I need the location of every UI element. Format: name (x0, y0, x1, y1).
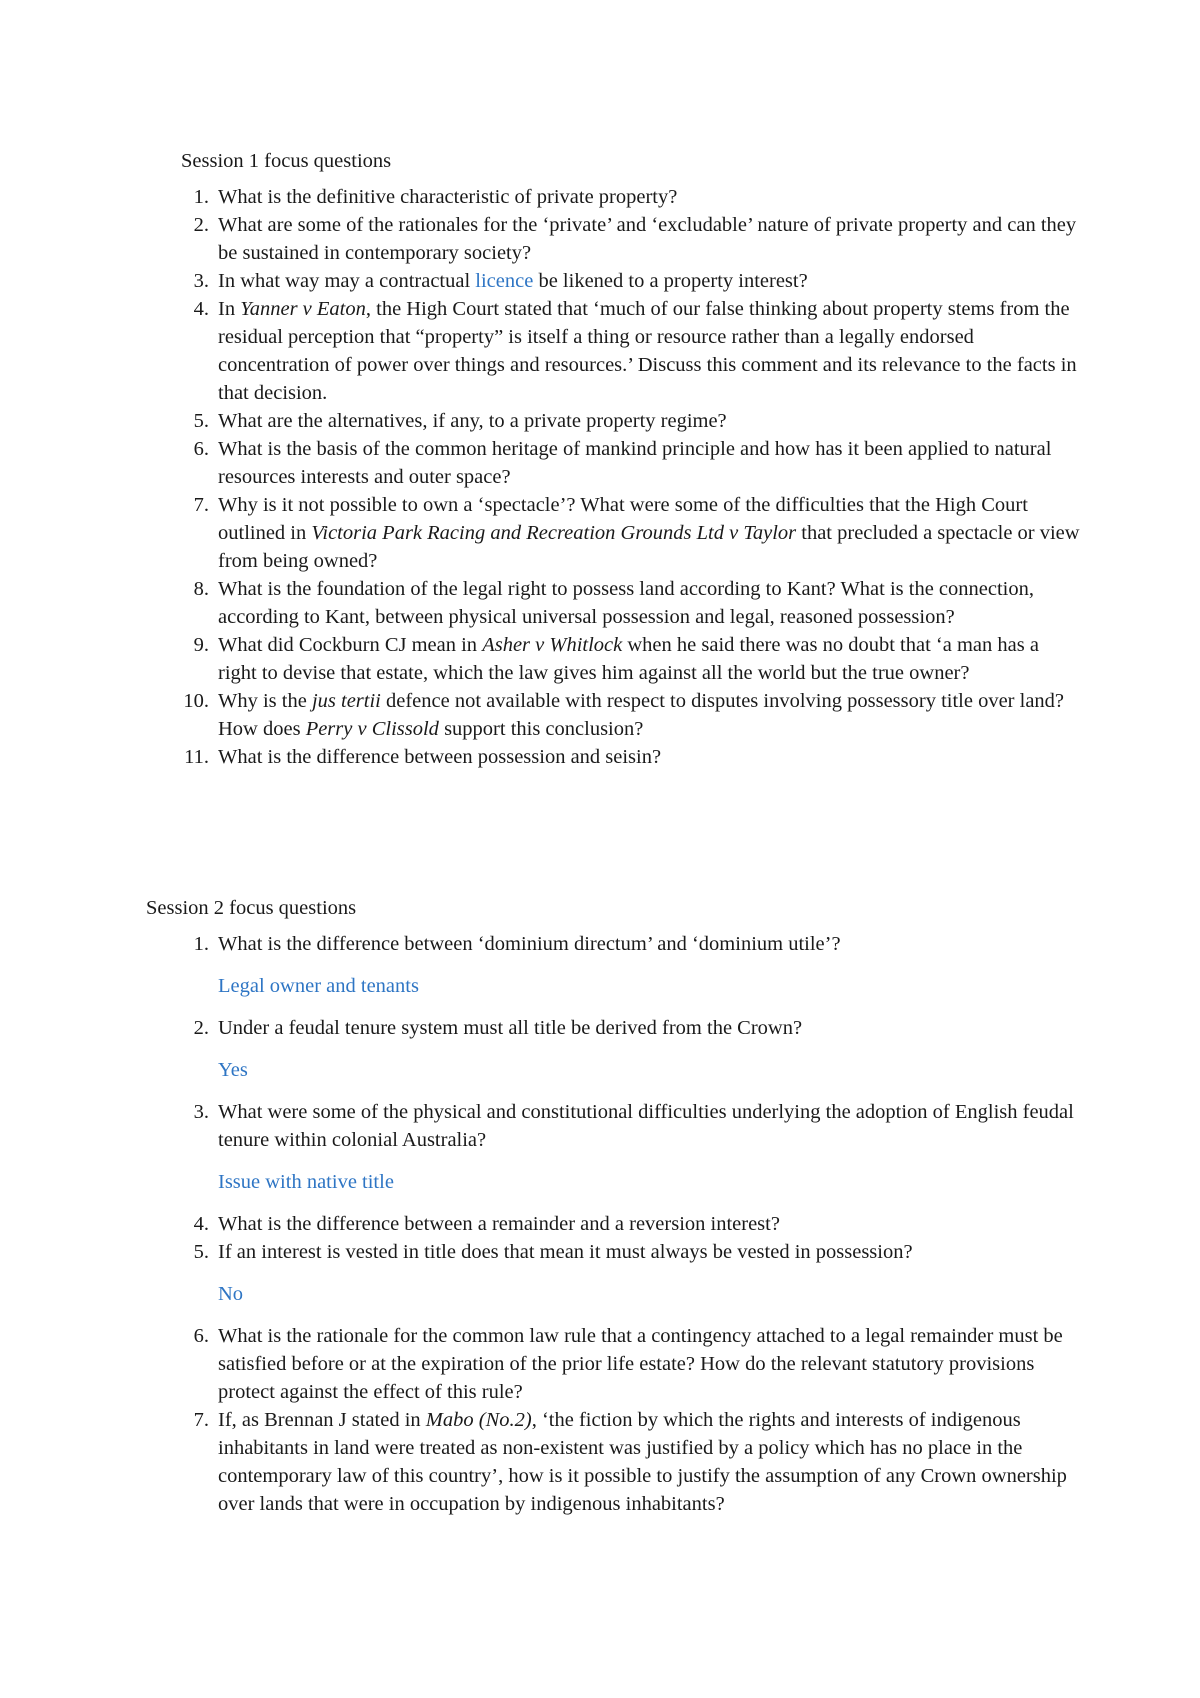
question-item (146, 1014, 1081, 1084)
session-2-question-list (146, 930, 1081, 1518)
session-1 (181, 147, 1081, 771)
question-text: What is the difference between possession and seisin? (218, 746, 662, 768)
question-text-part: , ‘the fiction by which the rights and interests of indigenous inhabitants in land were treated as non-existent was justified by a policy which has no place in the contemporary law of this country’, how is it possible to justify the assumption of any Crown ownership over lands that were in occupation by indigenous inhabitants? (218, 1409, 1067, 1515)
session-1-heading: Session 1 focus questions (181, 150, 392, 172)
answer-text: Legal owner and tenants (218, 975, 419, 997)
question-item (181, 267, 1081, 295)
question-text (218, 295, 1081, 407)
question-item (146, 1406, 1081, 1518)
question-text (218, 267, 1081, 295)
question-text-part: What did Cockburn CJ mean in (218, 634, 483, 656)
question-text-part: In what way may a contractual (218, 270, 476, 292)
question-item (181, 743, 1081, 771)
question-item (181, 211, 1081, 267)
question-number: 5. (193, 410, 209, 432)
question-number: 1. (193, 933, 209, 955)
question-text-part: when he said there was no doubt that ‘a man has a right to devise that estate, which the law gives him against all the world but the true owner? (218, 634, 1039, 684)
question-item (181, 491, 1081, 575)
session-1-question-list (181, 183, 1081, 771)
question-number: 3. (193, 1101, 209, 1123)
question-item (181, 687, 1081, 743)
question-text-part: that precluded a spectacle or view from being owned? (218, 522, 1080, 572)
question-number: 4. (193, 298, 209, 320)
question-text: What is the difference between ‘dominium directum’ and ‘dominium utile’? (218, 933, 841, 955)
question-number: 2. (193, 214, 209, 236)
question-item (181, 575, 1081, 631)
question-text-part: Why is the (218, 690, 312, 712)
question-text-part: be likened to a property interest? (533, 270, 808, 292)
question-text-part: support this conclusion? (438, 718, 644, 740)
question-text: What is the definitive characteristic of private property? (218, 186, 678, 208)
question-text: What is the basis of the common heritage of mankind principle and how has it been applied to natural resources interests and outer space? (218, 438, 1052, 488)
case-name: Victoria Park Racing and Recreation Grounds Ltd v Taylor (311, 522, 797, 544)
question-text (218, 491, 1081, 575)
question-number: 8. (193, 578, 209, 600)
question-text (218, 1406, 1081, 1518)
session-2 (146, 894, 1081, 1518)
question-item (146, 1210, 1081, 1238)
question-item (146, 1238, 1081, 1308)
question-item (181, 295, 1081, 407)
answer-text: Yes (218, 1059, 248, 1081)
case-name: Perry v Clissold (305, 718, 439, 740)
question-item (146, 930, 1081, 1000)
question-text: If an interest is vested in title does that mean it must always be vested in possession? (218, 1241, 913, 1263)
question-text: What is the difference between a remainder and a reversion interest? (218, 1213, 780, 1235)
question-number: 5. (193, 1241, 209, 1263)
case-name: Asher v Whitlock (482, 634, 623, 656)
question-number: 1. (193, 186, 209, 208)
latin-term: jus tertii (311, 690, 381, 712)
question-number: 11. (184, 746, 209, 768)
question-text-part: , the High Court stated that ‘much of our false thinking about property stems from the residual perception that “property” is itself a thing or resource rather than a legally endorsed concentration of power over things and resources.’ Discuss this comment and its relevance to the facts in that decision. (218, 298, 1077, 404)
question-text-part: In (218, 298, 241, 320)
question-number: 10. (183, 690, 209, 712)
question-number: 3. (193, 270, 209, 292)
question-text: Under a feudal tenure system must all title be derived from the Crown? (218, 1017, 803, 1039)
question-item (181, 183, 1081, 211)
question-number: 6. (193, 1325, 209, 1347)
question-number: 7. (193, 494, 209, 516)
question-text: What are the alternatives, if any, to a private property regime? (218, 410, 727, 432)
session-2-heading: Session 2 focus questions (146, 897, 357, 919)
question-number: 9. (193, 634, 209, 656)
case-name: Yanner v Eaton (240, 298, 366, 320)
question-text-part: If, as Brennan J stated in (218, 1409, 426, 1431)
question-text (218, 631, 1081, 687)
question-item (146, 1098, 1081, 1196)
question-number: 7. (193, 1409, 209, 1431)
question-number: 2. (193, 1017, 209, 1039)
question-item (181, 631, 1081, 687)
question-number: 6. (193, 438, 209, 460)
case-name: Mabo (No.2) (425, 1409, 532, 1431)
question-text: What are some of the rationales for the ‘private’ and ‘excludable’ nature of private property and can they be sustained in contemporary society? (218, 214, 1077, 264)
question-text-part: defence not available with respect to disputes involving possessory title over land? How does (218, 690, 1065, 740)
question-number: 4. (193, 1213, 209, 1235)
question-item (146, 1322, 1081, 1406)
answer-text: No (218, 1283, 244, 1305)
question-text: What is the foundation of the legal right to possess land according to Kant? What is the connection, according to Kant, between physical universal possession and legal, reasoned possession? (218, 578, 1034, 628)
question-text (218, 687, 1081, 743)
highlighted-term: licence (475, 270, 534, 292)
question-text: What is the rationale for the common law rule that a contingency attached to a legal remainder must be satisfied before or at the expiration of the prior life estate? How do the relevant statutory provisions protect against the effect of this rule? (218, 1325, 1063, 1403)
question-text-part: Why is it not possible to own a ‘spectacle’? What were some of the difficulties that the High Court outlined in (218, 494, 1028, 544)
answer-text: Issue with native title (218, 1171, 394, 1193)
question-item (181, 435, 1081, 491)
question-text: What were some of the physical and constitutional difficulties underlying the adoption of English feudal tenure within colonial Australia? (218, 1101, 1074, 1151)
question-item (181, 407, 1081, 435)
